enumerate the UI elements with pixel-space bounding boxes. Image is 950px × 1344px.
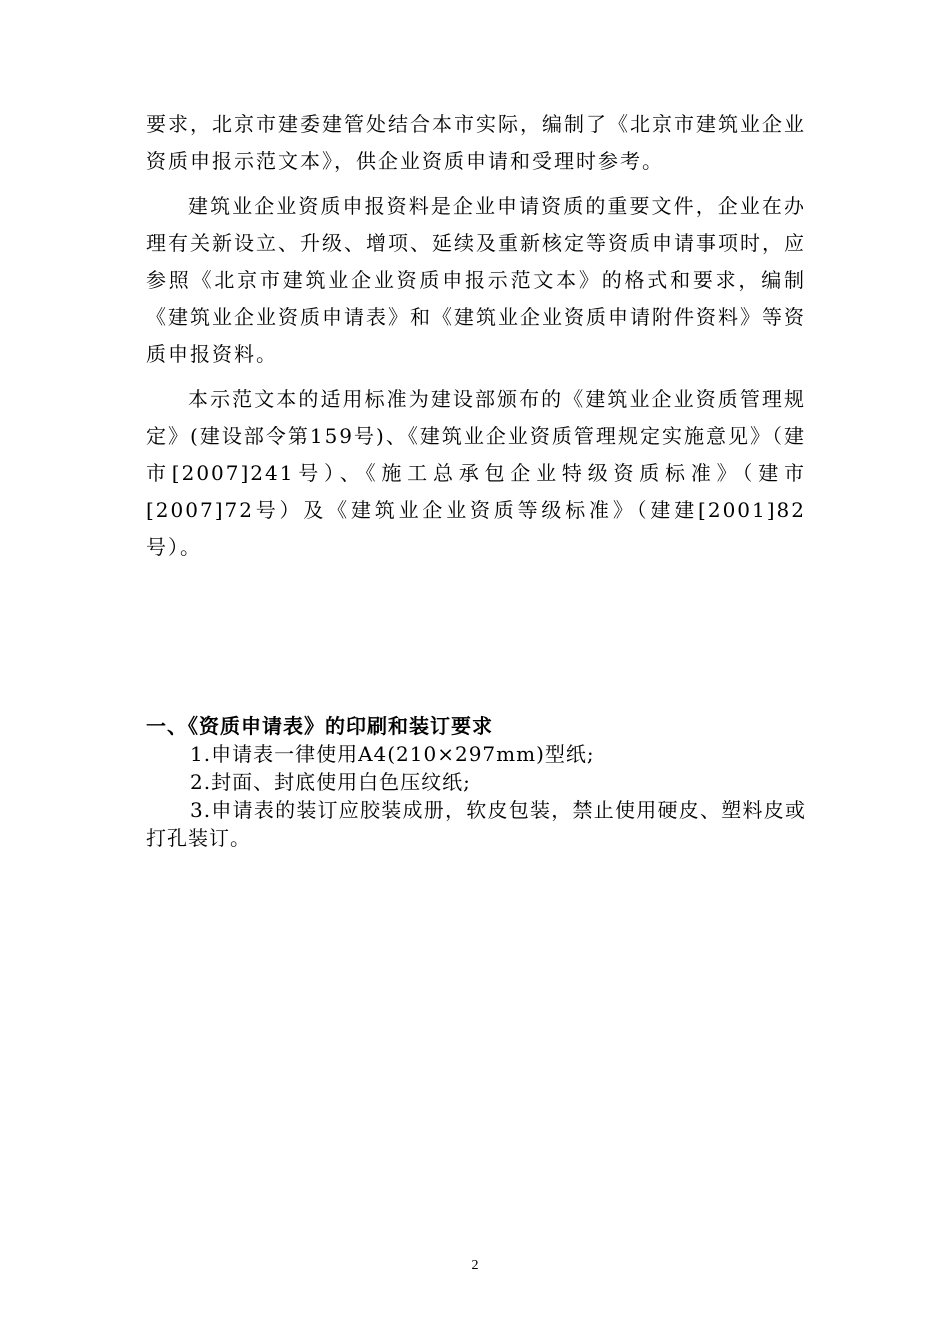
printing-binding-section: [146, 712, 806, 852]
paragraph-continuation: 要求，北京市建委建管处结合本市实际，编制了《北京市建筑业企业资质申报示范文本》，供企业资质申请和受理时参考。: [146, 112, 806, 173]
list-item: 2.封面、封底使用白色压纹纸;: [190, 770, 471, 794]
list-item: 3.申请表的装订应胶装成册，软皮包装，禁止使用硬皮、塑料皮或打孔装订。: [146, 798, 806, 850]
intro-text-block: [146, 106, 806, 566]
list-item: 1.申请表一律使用A4(210×297mm)型纸;: [190, 742, 595, 766]
paragraph-applicable-standards: 本示范文本的适用标准为建设部颁布的《建筑业企业资质管理规定》(建设部令第159号)、《建筑业企业资质管理规定实施意见》（建市[2007]241号）、《施工总承包企业特级资质标准》（建市[2007]72号）及《建筑业企业资质等级标准》（建建[2001]82号）。: [146, 387, 806, 559]
paragraph-gap: [146, 180, 806, 188]
page-number: 2: [471, 1258, 479, 1273]
section-heading: 一、《资质申请表》的印刷和装订要求: [146, 714, 493, 738]
paragraph-gap: [146, 373, 806, 381]
paragraph-application-materials: 建筑业企业资质申报资料是企业申请资质的重要文件，企业在办理有关新设立、升级、增项、延续及重新核定等资质申请事项时，应参照《北京市建筑业企业资质申报示范文本》的格式和要求，编制《建筑业企业资质申请表》和《建筑业企业资质申请附件资料》等资质申报资料。: [146, 194, 806, 366]
